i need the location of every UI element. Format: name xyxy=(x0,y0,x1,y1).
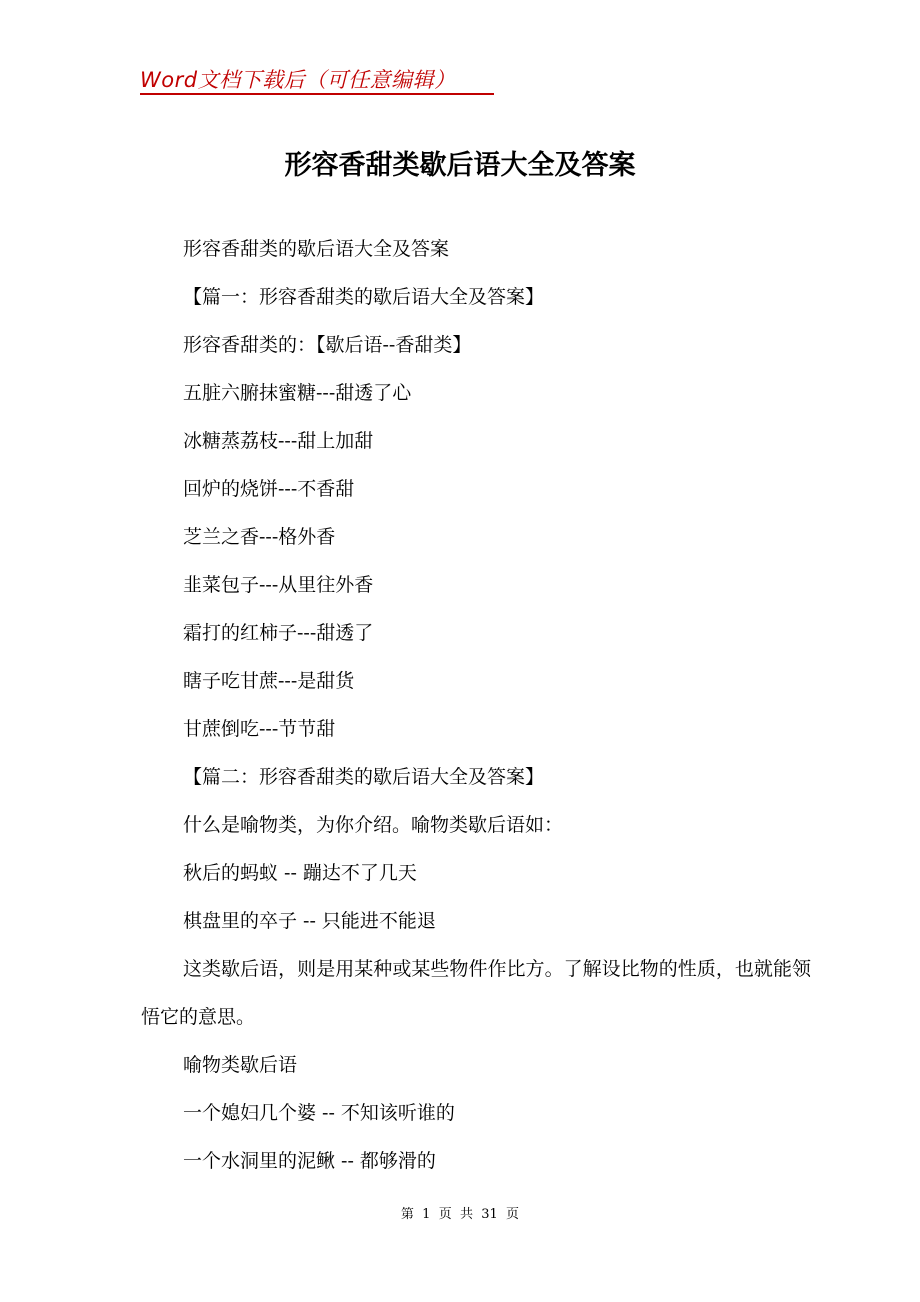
list-item: 瞎子吃甘蔗---是甜货 xyxy=(183,670,355,692)
list-item: 秋后的蚂蚁 -- 蹦达不了几天 xyxy=(183,862,417,884)
paragraph: 形容香甜类的歇后语大全及答案 xyxy=(183,238,450,260)
list-item: 甘蔗倒吃---节节甜 xyxy=(183,718,336,740)
list-item: 芝兰之香---格外香 xyxy=(183,526,336,548)
list-item: 冰糖蒸荔枝---甜上加甜 xyxy=(183,430,374,452)
paragraph: 这类歇后语，则是用某种或某些物件作比方。了解设比物的性质，也就能领悟它的意思。 xyxy=(141,958,811,1028)
paragraph: 喻物类歇后语 xyxy=(183,1054,298,1076)
document-title: 形容香甜类歇后语大全及答案 xyxy=(284,150,636,181)
paragraph: 什么是喻物类，为你介绍。喻物类歇后语如： xyxy=(183,814,564,836)
list-item: 五脏六腑抹蜜糖---甜透了心 xyxy=(183,382,412,404)
download-banner-text: Word文档下载后（可任意编辑） xyxy=(140,68,456,92)
list-item: 一个水洞里的泥鳅 -- 都够滑的 xyxy=(183,1150,436,1172)
list-item: 韭菜包子---从里往外香 xyxy=(183,574,374,596)
section-heading: 【篇一：形容香甜类的歇后语大全及答案】 xyxy=(183,286,545,308)
section-heading: 【篇二：形容香甜类的歇后语大全及答案】 xyxy=(183,766,545,788)
download-banner xyxy=(140,62,494,96)
list-item: 霜打的红柿子---甜透了 xyxy=(183,622,374,644)
list-item: 一个媳妇几个婆 -- 不知该听谁的 xyxy=(183,1102,455,1124)
banner-underline xyxy=(140,93,494,95)
page-number: 第 1 页 共 31 页 xyxy=(400,1207,520,1222)
list-item: 棋盘里的卒子 -- 只能进不能退 xyxy=(183,910,436,932)
paragraph: 形容香甜类的：【歇后语--香甜类】 xyxy=(183,334,472,356)
document-body xyxy=(141,225,811,1185)
list-item: 回炉的烧饼---不香甜 xyxy=(183,478,355,500)
